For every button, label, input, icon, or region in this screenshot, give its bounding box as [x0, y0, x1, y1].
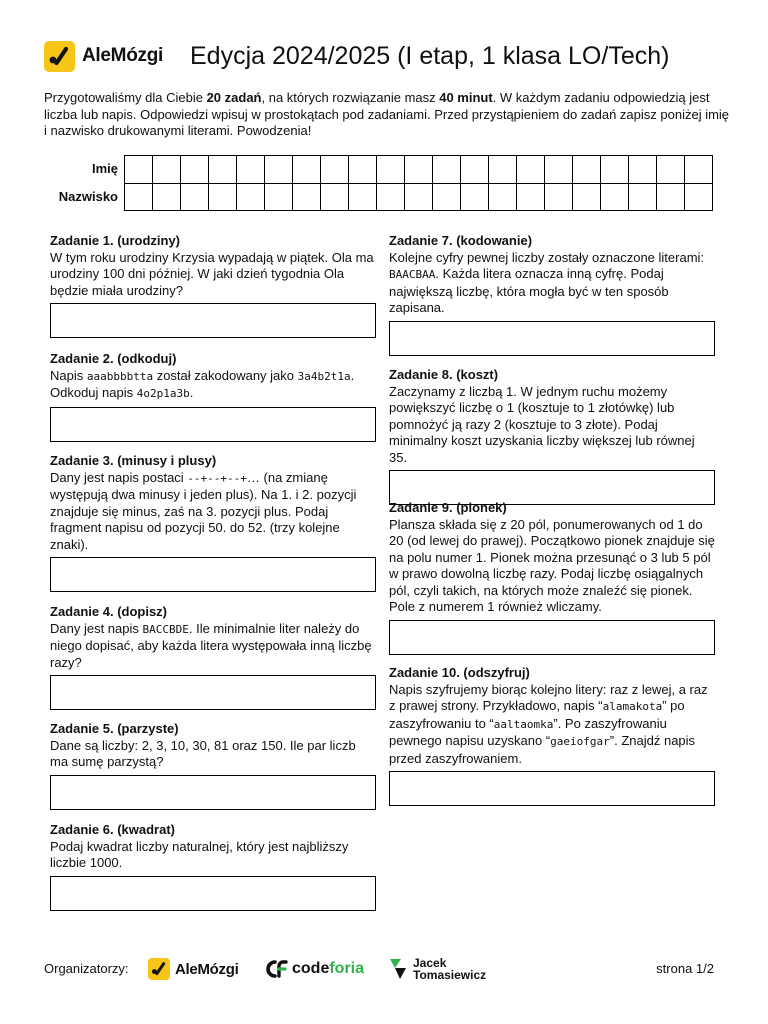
- page-number: strona 1/2: [656, 961, 714, 976]
- last-name-row: [44, 183, 713, 211]
- task-title: Zadanie 3. (minusy i plusy): [50, 453, 217, 468]
- task-title: Zadanie 1. (urodziny): [50, 233, 181, 248]
- task-title: Zadanie 9. (pionek): [389, 500, 507, 515]
- brand-name: AleMózgi: [82, 45, 163, 66]
- task-body: Dane są liczby: 2, 3, 10, 30, 81 oraz 150. Ile par liczb ma sumę parzystą?: [50, 737, 356, 769]
- task-1: [50, 233, 376, 338]
- letter-cell[interactable]: [405, 183, 433, 211]
- task-body: Zaczynamy z liczbą 1. W jednym ruchu możemy powiększyć liczbę o 1 (kosztuje to 1 złotówkę) lub pomnożyć ją razy 2 (kosztuje to 3 złote). Podaj minimalny koszt uzyskania liczby większej lub równej 35.: [389, 383, 695, 465]
- letter-cell[interactable]: [405, 156, 433, 184]
- text: Dany jest napis postaci: [50, 469, 188, 485]
- task-6: [50, 822, 376, 911]
- code-text: alamakota: [602, 700, 663, 713]
- text: . Odkoduj napis: [50, 367, 355, 400]
- letter-cell[interactable]: [657, 183, 685, 211]
- letter-cell[interactable]: [209, 183, 237, 211]
- letter-cell[interactable]: [237, 183, 265, 211]
- letter-cell[interactable]: [209, 156, 237, 184]
- code-text: aaabbbbtta: [86, 369, 154, 383]
- task-2: [50, 351, 376, 442]
- task-title: Zadanie 4. (dopisz): [50, 604, 168, 619]
- task-body: Plansza składa się z 20 pól, ponumerowanych od 1 do 20 (od lewej do prawej). Początkowo pionek znajduje się na polu numer 1. Pionek można przesunąć o 3 lub 5 pól w prawo dowolną liczbę razy. Podaj liczbę osiągalnych pól, czyli takich, na których może znaleźć się pionek. Pole z numerem 1 również wliczamy.: [389, 516, 715, 614]
- text: . Ile minimalnie liter należy do niego dopisać, aby każda litera występowała inną liczbę razy?: [50, 620, 372, 670]
- page-title: Edycja 2024/2025 (I etap, 1 klasa LO/Tech): [190, 42, 670, 70]
- intro-time-limit: 40 minut: [439, 90, 493, 105]
- last-name-label: Nazwisko: [58, 189, 118, 204]
- letter-cell[interactable]: [489, 183, 517, 211]
- letter-cell[interactable]: [181, 183, 209, 211]
- org2-name-part: code: [292, 960, 330, 977]
- letter-cell[interactable]: [265, 183, 293, 211]
- letter-cell[interactable]: [573, 183, 601, 211]
- jacek-tomasiewicz-logo: [387, 956, 486, 982]
- codeforia-icon: [266, 959, 288, 979]
- text: Napis szyfrujemy biorąc kolejno litery: raz z lewej, a raz z prawej strony. Przykładowo, napis “: [389, 681, 708, 713]
- letter-cell[interactable]: [349, 183, 377, 211]
- code-text: BAACBAA: [389, 268, 436, 281]
- letter-cell[interactable]: [237, 156, 265, 184]
- task-title: Zadanie 6. (kwadrat): [50, 822, 175, 837]
- letter-cell[interactable]: [601, 183, 629, 211]
- answer-box-10[interactable]: [389, 771, 715, 806]
- task-5: [50, 721, 376, 810]
- jt-logo-icon: [387, 956, 409, 982]
- task-9: [389, 500, 715, 655]
- letter-cell[interactable]: [321, 183, 349, 211]
- task-7: [389, 233, 715, 356]
- text: ” po zaszyfrowaniu to “: [389, 698, 685, 731]
- answer-box-9[interactable]: [389, 620, 715, 655]
- codeforia-logo: [266, 959, 364, 979]
- code-text: gaeiofgar: [550, 735, 610, 748]
- code-text: --+--+--+: [187, 471, 247, 485]
- code-text: BACCBDE: [142, 622, 189, 636]
- text: ”. Po zaszyfrowaniu pewnego napisu uzyskano “: [389, 715, 667, 748]
- letter-cell[interactable]: [153, 156, 181, 184]
- letter-cell[interactable]: [461, 183, 489, 211]
- name-grid: [44, 155, 713, 211]
- org3-line2: Tomasiewicz: [413, 968, 487, 982]
- task-title: Zadanie 2. (odkoduj): [50, 351, 177, 366]
- answer-box-1[interactable]: [50, 303, 376, 338]
- checkmark-logo-icon: [44, 41, 75, 72]
- letter-cell[interactable]: [601, 156, 629, 184]
- intro-task-count: 20 zadań: [206, 90, 262, 105]
- task-body: [50, 368, 376, 403]
- text: Kolejne cyfry pewnej liczby zostały oznaczone literami:: [389, 249, 705, 265]
- text: Napis: [50, 367, 87, 383]
- letter-cell[interactable]: [433, 156, 461, 184]
- letter-cell[interactable]: [377, 183, 405, 211]
- org1-name: AleMózgi: [175, 960, 239, 978]
- letter-cell[interactable]: [685, 183, 713, 211]
- letter-cell[interactable]: [125, 156, 153, 184]
- code-text: aaltaomka: [493, 717, 554, 731]
- letter-cell[interactable]: [153, 183, 181, 211]
- last-name-cells[interactable]: [124, 183, 713, 211]
- letter-cell[interactable]: [293, 156, 321, 184]
- alemozgi-footer-logo: [148, 958, 238, 980]
- text: .: [189, 385, 194, 400]
- task-4: [50, 604, 376, 710]
- task-body: [50, 470, 376, 554]
- first-name-cells[interactable]: [124, 155, 713, 183]
- task-10: [389, 665, 715, 806]
- letter-cell[interactable]: [517, 156, 545, 184]
- first-name-row: [44, 155, 713, 183]
- task-body: [50, 621, 376, 672]
- org2-name-part: foria: [329, 960, 365, 977]
- task-body: [389, 682, 715, 768]
- task-body: W tym roku urodziny Krzysia wypadają w piątek. Ola ma urodziny 100 dni później. W jaki dzień tygodnia Ola będzie miała urodziny?: [50, 249, 374, 298]
- letter-cell[interactable]: [265, 156, 293, 184]
- task-title: Zadanie 7. (kodowanie): [389, 233, 533, 248]
- text: … (na zmianę występują dwa minusy i jeden plus). Na 1. i 2. pozycji znajduje się minus, zaś na 3. pozycji plus. Podaj fragment napisu od pozycji 50. do 52. (trzy kolejne znaki).: [50, 469, 357, 552]
- task-3: [50, 453, 376, 592]
- letter-cell[interactable]: [545, 183, 573, 211]
- intro-part: . W każdym zadaniu odpowiedzią jest liczba lub napis. Odpowiedzi wpisuj w prostokątach pod zadaniami. Przed przystąpieniem do zadań zapisz poniżej imię i nazwisko drukowanymi literami. Powodzenia!: [44, 90, 730, 138]
- footer: [44, 955, 714, 985]
- letter-cell[interactable]: [629, 183, 657, 211]
- checkmark-logo-icon: [148, 958, 170, 980]
- intro-text: [44, 90, 734, 140]
- alemozgi-logo: [44, 41, 163, 72]
- letter-cell[interactable]: [461, 156, 489, 184]
- letter-cell[interactable]: [125, 183, 153, 211]
- letter-cell[interactable]: [489, 156, 517, 184]
- org3-name: [413, 957, 486, 981]
- header: [44, 40, 163, 72]
- answer-box-5[interactable]: [50, 775, 376, 810]
- letter-cell[interactable]: [181, 156, 209, 184]
- task-title: Zadanie 5. (parzyste): [50, 721, 179, 736]
- code-text: 4o2p1a3b: [136, 387, 190, 400]
- text: . Każda litera oznacza inną cyfrę. Podaj największą liczbę, która mogła być w ten sposób zapisana.: [389, 266, 669, 315]
- answer-box-7[interactable]: [389, 321, 715, 356]
- intro-part: Przygotowaliśmy dla Ciebie: [44, 90, 207, 105]
- letter-cell[interactable]: [657, 156, 685, 184]
- answer-box-4[interactable]: [50, 675, 376, 710]
- text: ”. Znajdź napis przed zaszyfrowaniem.: [389, 733, 696, 766]
- letter-cell[interactable]: [629, 156, 657, 184]
- letter-cell[interactable]: [573, 156, 601, 184]
- code-text: 3a4b2t1a: [297, 369, 351, 383]
- task-8: [389, 367, 715, 505]
- letter-cell[interactable]: [349, 156, 377, 184]
- org3-line1: Jacek: [413, 956, 447, 970]
- task-title: Zadanie 8. (koszt): [389, 367, 499, 382]
- intro-part: , na których rozwiązanie masz: [261, 90, 440, 105]
- organizers-label: Organizatorzy:: [44, 961, 129, 976]
- task-title: Zadanie 10. (odszyfruj): [389, 665, 530, 680]
- first-name-label: Imię: [91, 161, 118, 176]
- letter-cell[interactable]: [321, 156, 349, 184]
- answer-box-2[interactable]: [50, 407, 376, 442]
- task-body: Podaj kwadrat liczby naturalnej, który jest najbliższy liczbie 1000.: [50, 838, 349, 870]
- letter-cell[interactable]: [685, 156, 713, 184]
- letter-cell[interactable]: [433, 183, 461, 211]
- text: Dany jest napis: [50, 620, 143, 636]
- answer-box-6[interactable]: [50, 876, 376, 911]
- text: został zakodowany jako: [153, 367, 298, 383]
- letter-cell[interactable]: [517, 183, 545, 211]
- letter-cell[interactable]: [293, 183, 321, 211]
- letter-cell[interactable]: [545, 156, 573, 184]
- letter-cell[interactable]: [377, 156, 405, 184]
- answer-box-3[interactable]: [50, 557, 376, 592]
- task-body: [389, 250, 715, 317]
